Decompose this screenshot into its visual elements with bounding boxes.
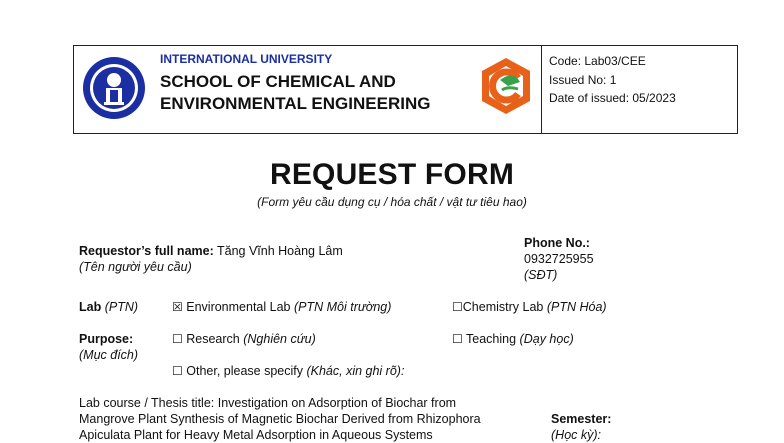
phone-value[interactable]: 0932725955 — [524, 252, 594, 266]
document-code: Code: Lab03/CEE — [549, 54, 646, 68]
requestor-label-vi: (Tên người yêu cầu) — [79, 260, 192, 274]
requestor-name-value[interactable]: Tăng Vĩnh Hoàng Lâm — [217, 244, 343, 258]
semester-label: Semester: — [551, 412, 612, 426]
lab-option-chemistry[interactable] — [452, 299, 607, 315]
checked-checkbox-icon[interactable]: ☒ — [172, 300, 183, 314]
checkbox-icon[interactable]: ☐ — [452, 332, 463, 346]
school-name — [160, 71, 430, 115]
checkbox-icon[interactable]: ☐ — [172, 364, 183, 378]
purpose-research-label: Research — [186, 332, 240, 346]
course-title-line-1: Lab course / Thesis title: Investigation on Adsorption of Biochar from — [79, 396, 457, 410]
lab-option-chemistry-label-vi: (PTN Hóa) — [546, 300, 607, 314]
purpose-other-label-vi: (Khác, xin ghi rõ): — [306, 364, 405, 378]
purpose-option-other[interactable] — [172, 363, 404, 379]
international-university-logo — [82, 56, 146, 120]
lab-label-vi: (PTN) — [104, 300, 139, 314]
lab-label: Lab — [79, 300, 102, 314]
purpose-label-vi: (Mục đích) — [79, 348, 139, 362]
checkbox-icon[interactable]: ☐ — [172, 332, 183, 346]
purpose-label: Purpose: — [79, 332, 134, 346]
purpose-teaching-label: Teaching — [466, 332, 517, 346]
purpose-option-research[interactable] — [172, 331, 316, 347]
purpose-research-label-vi: (Nghiên cứu) — [243, 332, 316, 346]
school-logo — [478, 56, 534, 116]
course-title-line-2: Mangrove Plant Synthesis of Magnetic Biochar Derived from Rhizophora — [79, 412, 481, 426]
lab-option-environmental-label-vi: (PTN Môi trường) — [293, 300, 392, 314]
course-title-line-3: Apiculata Plant for Heavy Metal Adsorption in Aqueous Systems — [79, 428, 433, 442]
document-header — [73, 45, 738, 134]
semester-label-vi: (Học kỳ): — [551, 428, 601, 442]
lab-option-environmental-label: Environmental Lab — [186, 300, 291, 314]
lab-option-chemistry-label: Chemistry Lab — [462, 300, 544, 314]
requestor-row — [79, 243, 343, 259]
requestor-label: Requestor’s full name: — [79, 244, 214, 258]
phone-label-vi: (SĐT) — [524, 268, 558, 282]
school-name-line-2: ENVIRONMENTAL ENGINEERING — [160, 94, 431, 113]
document-meta — [549, 52, 676, 108]
lab-option-environmental[interactable] — [172, 299, 391, 315]
header-divider — [541, 46, 542, 133]
phone-label: Phone No.: — [524, 236, 590, 250]
university-name: INTERNATIONAL UNIVERSITY — [160, 52, 333, 66]
checkbox-icon[interactable]: ☐ — [452, 300, 463, 314]
form-subtitle: (Form yêu cầu dụng cụ / hóa chất / vật tư tiêu hao) — [257, 195, 527, 209]
purpose-teaching-label-vi: (Dạy học) — [519, 332, 574, 346]
purpose-other-label: Other, please specify — [186, 364, 303, 378]
lab-label-row — [79, 299, 138, 315]
form-title: REQUEST FORM — [269, 158, 515, 191]
purpose-option-teaching[interactable] — [452, 331, 574, 347]
issued-number: Issued No: 1 — [549, 72, 617, 87]
school-name-line-1: SCHOOL OF CHEMICAL AND — [160, 72, 396, 91]
date-of-issue: Date of issued: 05/2023 — [549, 91, 676, 105]
